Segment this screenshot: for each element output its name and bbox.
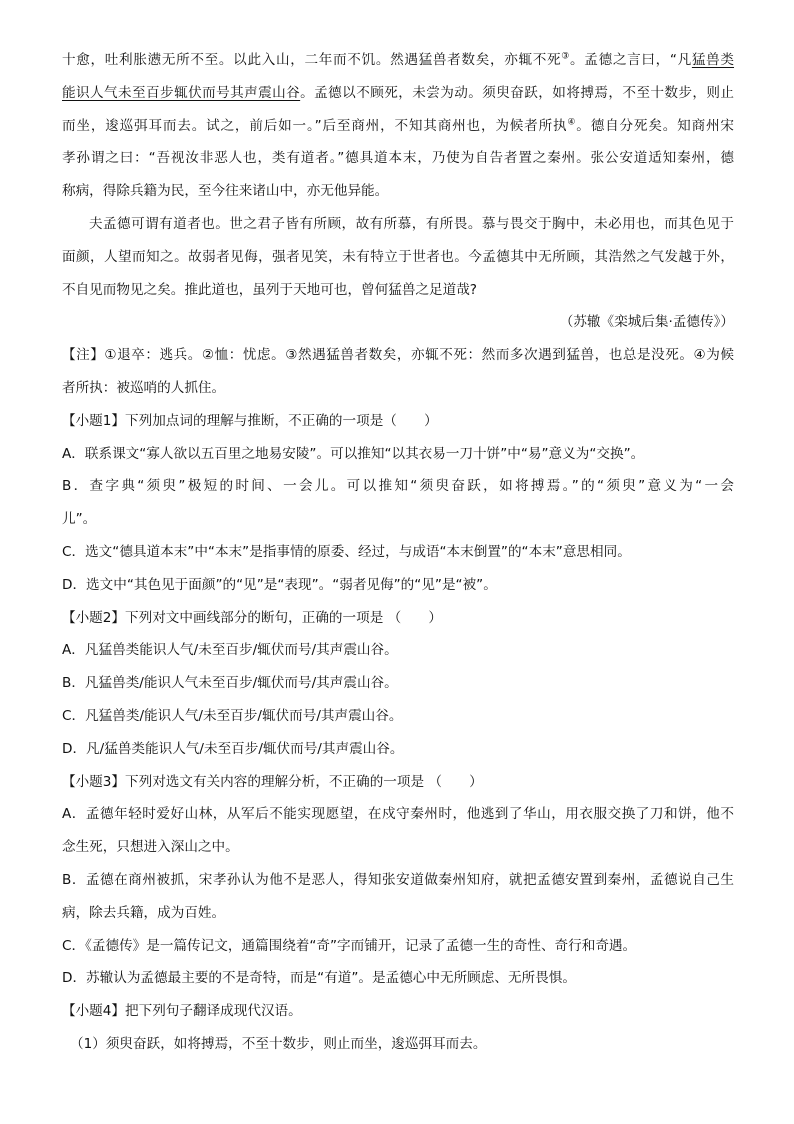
question-stem: 【小题1】下列加点词的理解与推断，不正确的一项是（ ） (62, 412, 438, 429)
passage-source: （苏辙《栾城后集·孟德传》） (559, 314, 734, 331)
answer-option: B．查字典“须臾”极短的时间、一会儿。可以推知“须臾奋跃，如将搏焉。”的“须臾”意义为“一会 (62, 478, 734, 495)
passage-line: 十愈，吐利胀懑无所不至。以此入山，二年而不饥。然遇猛兽者数矣，亦辄不死③。孟德之言曰，“凡猛兽类 (62, 51, 735, 68)
footnote-marker: ④ (567, 117, 577, 128)
answer-option: C．凡猛兽类/能识人气/未至百步/辄伏而号/其声震山谷。 (62, 707, 403, 724)
underlined-phrase: 猛兽类 (691, 52, 735, 68)
answer-option: C．选文“德具道本末”中“本末”是指事情的原委、经过，与成语“本末倒置”的“本末”意思相同。 (62, 543, 631, 560)
document-page (62, 44, 734, 1061)
passage-line: 面颜，人望而知之。故弱者见侮，强者见笑，未有特立于世者也。今孟德其中无所顾，其浩然之气发越于外， (62, 248, 734, 265)
underlined-phrase: 能识人气未至百步辄伏而号其声震山谷 (62, 84, 301, 101)
answer-option: C．《孟德传》是一篇传记文，通篇围绕着“奇”字而铺开，记录了孟德一生的奇性、奇行和奇遇。 (62, 937, 637, 954)
passage-line: 称病，得除兵籍为民，至今往来诸山中，亦无他异能。 (62, 183, 389, 200)
answer-option-continued: 念生死，只想进入深山之中。 (62, 839, 239, 856)
answer-option: D．选文中“其色见于面颜”的“见”是“表现”。“弱者见侮”的“见”是“被”。 (62, 576, 497, 593)
answer-option-continued: 病，除去兵籍，成为百姓。 (62, 904, 226, 921)
answer-option: B．孟德在商州被抓，宋孝孙认为他不是恶人，得知张安道做秦州知府，就把孟德安置到秦州，孟德说自己生 (62, 871, 734, 888)
footnote-marker: ③ (561, 51, 571, 62)
passage-line: 夫孟德可谓有道者也。世之君子皆有所顾，故有所慕，有所畏。慕与畏交于胸中，未必用也，而其色见于 (89, 215, 734, 232)
passage-line: 能识人气未至百步辄伏而号其声震山谷。孟德以不顾死，未尝为动。须臾奋跃，如将搏焉，不至十数步，则止 (62, 84, 735, 101)
answer-option: A．联系课文“寡人欲以五百里之地易安陵”。可以推知“以其衣易一刀十饼”中“易”意义为“交换”。 (62, 445, 645, 462)
answer-option: D．苏辙认为孟德最主要的不是奇特，而是“有道”。是孟德心中无所顾虑、无所畏惧。 (62, 970, 576, 987)
translation-sentence: （1）须臾奋跃，如将搏焉，不至十数步，则止而坐，逡巡弭耳而去。 (70, 1035, 487, 1052)
question-stem: 【小题2】下列对文中画线部分的断句，正确的一项是 （ ） (62, 609, 442, 626)
passage-line: 不自见而物见之矣。推此道也，虽列于天地可也，曾何猛兽之足道哉? (62, 281, 478, 298)
notes-line: 者所执：被巡哨的人抓住。 (62, 379, 226, 396)
notes-line: 【注】①退卒：逃兵。②恤：忧虑。③然遇猛兽者数矣，亦辄不死：然而多次遇到猛兽，也总是没死。④为候 (62, 347, 734, 364)
passage-line: 而坐，逡巡弭耳而去。试之，前后如一。”后至商州，不知其商州也，为候者所执④。德自分死矣。知商州宋 (62, 117, 734, 134)
question-stem: 【小题4】把下列句子翻译成现代汉语。 (62, 1003, 302, 1020)
question-stem: 【小题3】下列对选文有关内容的理解分析，不正确的一项是 （ ） (62, 773, 483, 790)
answer-option: A．孟德年轻时爱好山林，从军后不能实现愿望，在戍守秦州时，他逃到了华山，用衣服交换了刀和饼，他不 (62, 806, 734, 823)
answer-option-continued: 儿”。 (62, 511, 97, 528)
answer-option: A．凡猛兽类能识人气/未至百步/辄伏而号/其声震山谷。 (62, 642, 398, 659)
answer-option: D．凡/猛兽类能识人气/未至百步/辄伏而号/其声震山谷。 (62, 740, 404, 757)
answer-option: B．凡猛兽类/能识人气未至百步/辄伏而号/其声震山谷。 (62, 675, 398, 692)
passage-line: 孝孙谓之曰：“吾视汝非恶人也，类有道者。”德具道本末，乃使为自告者置之秦州。张公安道适知秦州，德 (62, 150, 734, 167)
